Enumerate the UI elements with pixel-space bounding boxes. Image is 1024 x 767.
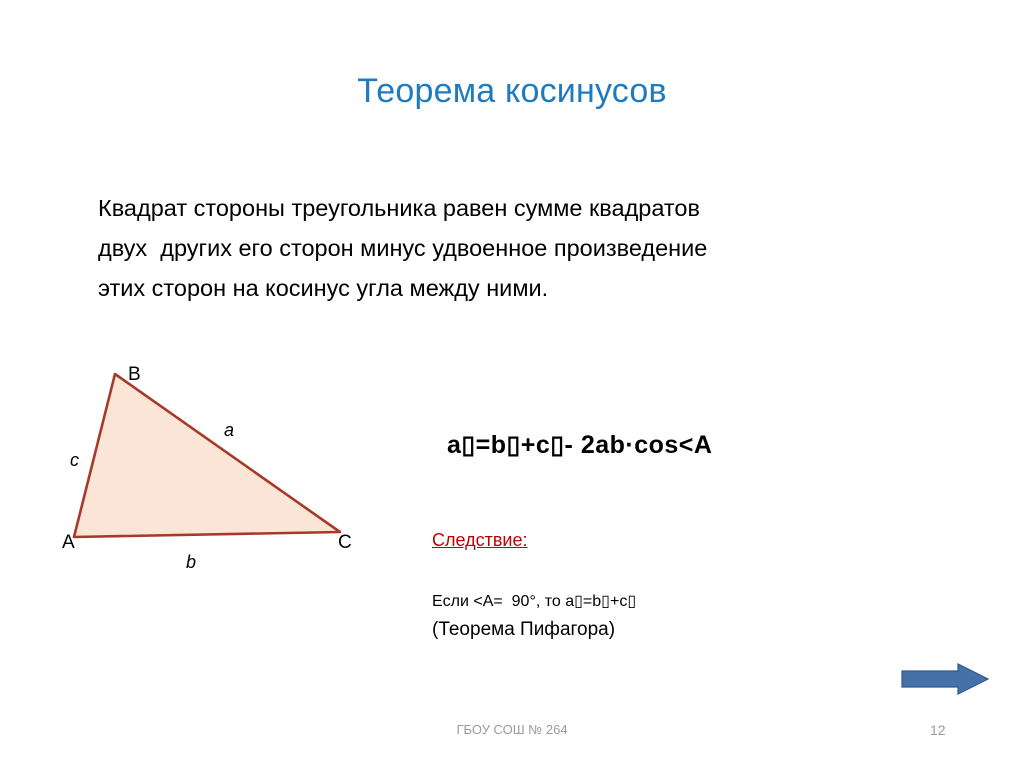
theorem-line-3: этих сторон на косинус угла между ними. — [98, 275, 549, 301]
vertex-label-a: A — [62, 532, 75, 553]
cosine-law-formula: a▯=b▯+c▯- 2ab·cos<A — [447, 431, 713, 459]
corollary-body — [432, 588, 636, 644]
next-slide-arrow[interactable] — [900, 662, 990, 696]
arrow-right-icon — [900, 662, 990, 696]
triangle-figure — [40, 352, 460, 592]
theorem-line-1: Квадрат стороны треугольника равен сумме квадратов — [98, 195, 700, 221]
corollary-line-1: Eсли <A= 90°, то a▯=b▯+c▯ — [432, 593, 637, 610]
footer-school: ГБОУ СОШ № 264 — [456, 722, 568, 737]
theorem-statement — [98, 188, 918, 308]
page-title: Теорема косинусов — [357, 72, 667, 110]
footer-page-number: 12 — [930, 722, 946, 738]
vertex-label-c: C — [338, 532, 352, 553]
vertex-label-b: B — [128, 364, 141, 385]
side-label-a: a — [224, 420, 235, 440]
corollary-line-2: (Теорема Пифагора) — [432, 619, 616, 640]
side-label-b: b — [186, 552, 197, 572]
theorem-line-2: двух других его сторон минус удвоенное произведение — [98, 235, 708, 261]
corollary-heading: Следствие: — [432, 530, 528, 550]
side-label-c: c — [70, 450, 79, 470]
triangle-shape — [40, 352, 460, 592]
